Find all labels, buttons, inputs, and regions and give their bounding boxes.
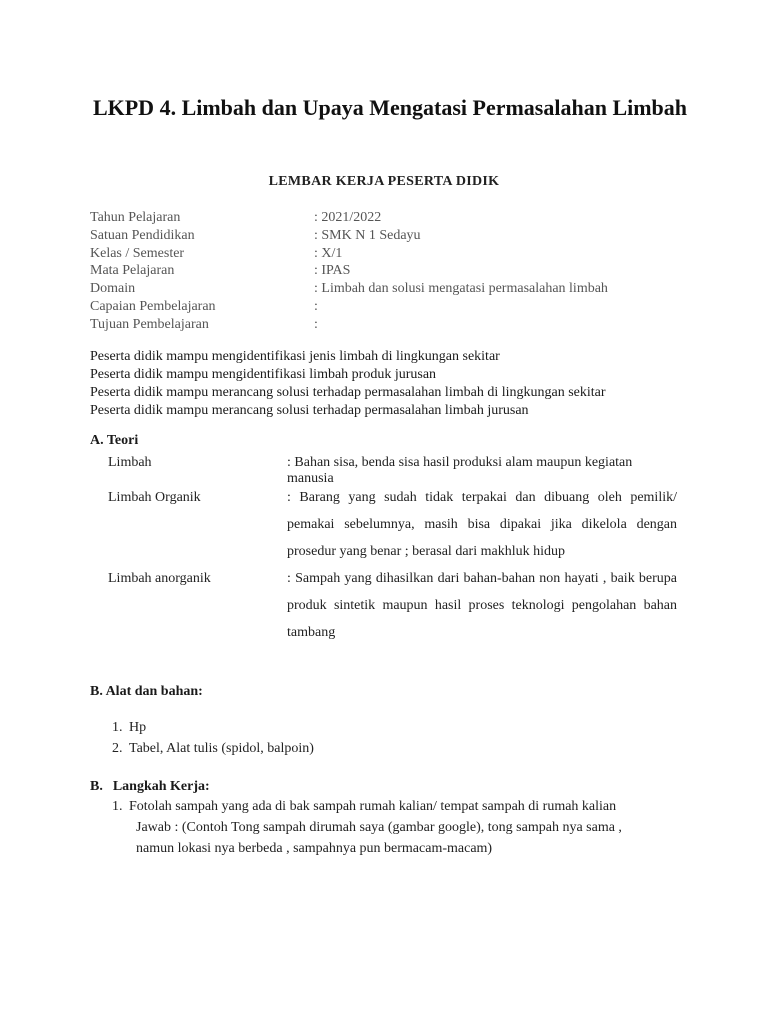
info-row xyxy=(90,210,608,228)
goal-item: Peserta didik mampu merancang solusi terhadap permasalahan limbah di lingkungan sekitar xyxy=(90,385,606,400)
steps-list xyxy=(112,796,622,859)
info-row xyxy=(90,263,608,281)
alat-list xyxy=(112,720,314,762)
info-value: : xyxy=(314,316,318,332)
info-label: Satuan Pendidikan xyxy=(90,227,195,243)
info-value: : 2021/2022 xyxy=(314,210,382,225)
definition-text: : Bahan sisa, benda sisa hasil produksi alam maupun kegiatan manusia xyxy=(287,455,633,486)
term-limbah-organik: Limbah Organik xyxy=(108,490,201,505)
step-answer-line: Jawab : (Contoh Tong sampah dirumah saya (gambar google), tong sampah nya sama , xyxy=(136,820,622,835)
step-answer-line: namun lokasi nya berbeda , sampahnya pun bermacam-macam) xyxy=(136,841,493,856)
info-row xyxy=(90,299,608,317)
teori-heading: A. Teori xyxy=(90,433,139,448)
document-title: LKPD 4. Limbah dan Upaya Mengatasi Permasalahan Limbah xyxy=(92,95,688,120)
info-row xyxy=(90,281,608,299)
step-item: 1. Fotolah sampah yang ada di bak sampah rumah kalian/ tempat sampah di rumah kalian xyxy=(112,799,617,814)
info-label: Kelas / Semester xyxy=(90,245,185,261)
term-limbah: Limbah xyxy=(108,455,152,470)
goal-item: Peserta didik mampu mengidentifikasi limbah produk jurusan xyxy=(90,367,437,382)
alat-heading: B. Alat dan bahan: xyxy=(90,684,203,699)
info-table xyxy=(90,210,608,335)
goal-item: Peserta didik mampu mengidentifikasi jenis limbah di lingkungan sekitar xyxy=(90,349,500,364)
definition-limbah-organik: : Barang yang sudah tidak terpakai dan dibuang oleh pemilik/ pemakai sebelumnya, masih bisa dipakai jika dikelola dengan prosedur yang benar ; berasal dari makhluk hidup xyxy=(287,490,677,559)
info-value: : Limbah dan solusi mengatasi permasalahan limbah xyxy=(314,281,608,297)
info-value: : X/1 xyxy=(314,245,343,261)
info-label: Tahun Pelajaran xyxy=(90,210,181,225)
info-row xyxy=(90,246,608,264)
document-subtitle: LEMBAR KERJA PESERTA DIDIK xyxy=(268,174,500,189)
definition-limbah-anorganik: : Sampah yang dihasilkan dari bahan-bahan non hayati , baik berupa produk sintetik maupun hasil proses teknologi pengolahan bahan tambang xyxy=(287,571,677,640)
info-value: : IPAS xyxy=(314,263,351,279)
list-item-text: Hp xyxy=(129,720,147,735)
learning-goals xyxy=(90,348,606,420)
definition-limbah xyxy=(287,455,677,487)
info-value: : SMK N 1 Sedayu xyxy=(314,227,421,243)
langkah-heading xyxy=(90,779,210,795)
term-limbah-anorganik: Limbah anorganik xyxy=(108,571,211,586)
info-value: : xyxy=(314,298,318,314)
langkah-heading-number: B. xyxy=(90,779,103,794)
list-item: 1. Hp xyxy=(112,720,147,735)
list-item-text: Tabel, Alat tulis (spidol, balpoin) xyxy=(129,741,314,756)
info-label: Domain xyxy=(90,281,136,297)
info-label: Capaian Pembelajaran xyxy=(90,298,216,314)
info-label: Mata Pelajaran xyxy=(90,263,175,279)
info-row xyxy=(90,228,608,246)
info-label: Tujuan Pembelajaran xyxy=(90,316,209,332)
info-row xyxy=(90,317,608,335)
step-text: Fotolah sampah yang ada di bak sampah rumah kalian/ tempat sampah di rumah kalian xyxy=(129,799,617,814)
list-item: 2. Tabel, Alat tulis (spidol, balpoin) xyxy=(112,741,314,756)
goal-item: Peserta didik mampu merancang solusi terhadap permasalahan limbah jurusan xyxy=(90,403,529,418)
langkah-heading-text: Langkah Kerja: xyxy=(112,779,210,794)
